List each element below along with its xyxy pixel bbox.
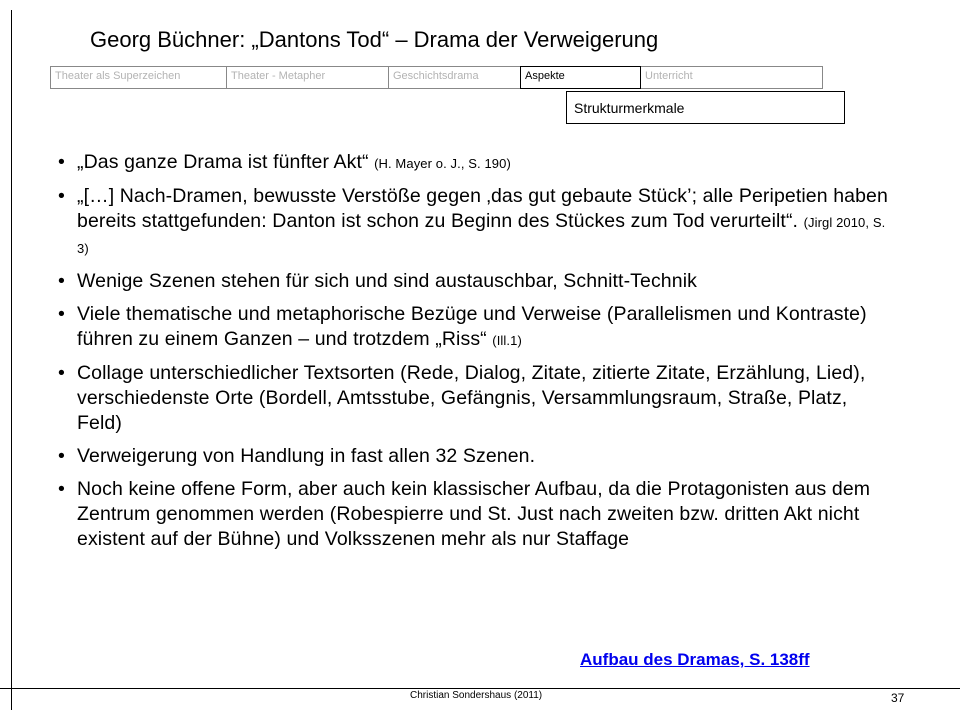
footer-author: Christian Sondershaus (2011)	[410, 690, 543, 701]
bullet-glyph: •	[58, 185, 65, 207]
left-border-line	[11, 10, 12, 710]
tab-unterricht[interactable]: Unterricht	[641, 66, 823, 89]
bullet-item	[58, 269, 888, 294]
bullet-item	[58, 477, 888, 552]
tab-geschichtsdrama[interactable]: Geschichtsdrama	[388, 66, 520, 89]
bullet-glyph: •	[58, 151, 65, 173]
bullet-text: Noch keine offene Form, aber auch kein klassischer Aufbau, da die Protagonisten aus dem Zentrum genommen werden (Robespierre und St. Just nach zweiten bzw. dritten Akt nicht existent auf der Bühne) und Volksszenen mehr als nur Staffage	[77, 478, 871, 550]
bullet-item	[58, 444, 888, 469]
tab-aspekte[interactable]: Aspekte	[520, 66, 641, 89]
bullet-item	[58, 184, 888, 261]
bullet-item	[58, 150, 888, 176]
bullet-glyph: •	[58, 478, 65, 500]
bullet-citation: (Jirgl 2010, S. 3)	[77, 215, 886, 256]
bullet-text: „[…] Nach-Dramen, bewusste Verstöße gegen ‚das gut gebaute Stück’; alle Peripetien haben bereits stattgefunden: Danton ist schon zu Beginn des Stückes zum Tod verurteilt“.	[77, 185, 888, 232]
tab-theater-metapher[interactable]: Theater - Metapher	[226, 66, 388, 89]
bullet-citation: (H. Mayer o. J., S. 190)	[374, 156, 511, 171]
bullet-citation: (Ill.1)	[492, 333, 522, 348]
subtab-strukturmerkmale[interactable]: Strukturmerkmale	[566, 91, 845, 124]
bullet-glyph: •	[58, 445, 65, 467]
bullet-text: „Das ganze Drama ist fünfter Akt“	[77, 151, 375, 173]
bullet-item	[58, 302, 888, 353]
bullet-glyph: •	[58, 270, 65, 292]
divider-tick	[6, 688, 11, 689]
page-number: 37	[891, 691, 905, 705]
footer-divider-line	[0, 688, 960, 689]
bullet-text: Verweigerung von Handlung in fast allen 32 Szenen.	[77, 445, 536, 467]
bullet-text: Collage unterschiedlicher Textsorten (Rede, Dialog, Zitate, zitierte Zitate, Erzählung, Lied), verschiedenste Orte (Bordell, Amtsstube, Gefängnis, Versammlungsraum, Straße, Platz, Feld)	[77, 362, 866, 434]
bullet-list	[58, 150, 888, 560]
bullet-text: Viele thematische und metaphorische Bezüge und Verweise (Parallelismen und Kontraste) führen zu einem Ganzen – und trotzdem „Riss“	[77, 303, 867, 350]
bullet-glyph: •	[58, 362, 65, 384]
tab-theater-als-superzeichen[interactable]: Theater als Superzeichen	[50, 66, 226, 89]
slide-title: Georg Büchner: „Dantons Tod“ – Drama der Verweigerung	[90, 27, 659, 52]
aufbau-link[interactable]: Aufbau des Dramas, S. 138ff	[580, 650, 810, 669]
bullet-item	[58, 361, 888, 436]
nav-tabs	[50, 66, 823, 89]
bullet-text: Wenige Szenen stehen für sich und sind austauschbar, Schnitt-Technik	[77, 270, 697, 292]
bullet-glyph: •	[58, 303, 65, 325]
